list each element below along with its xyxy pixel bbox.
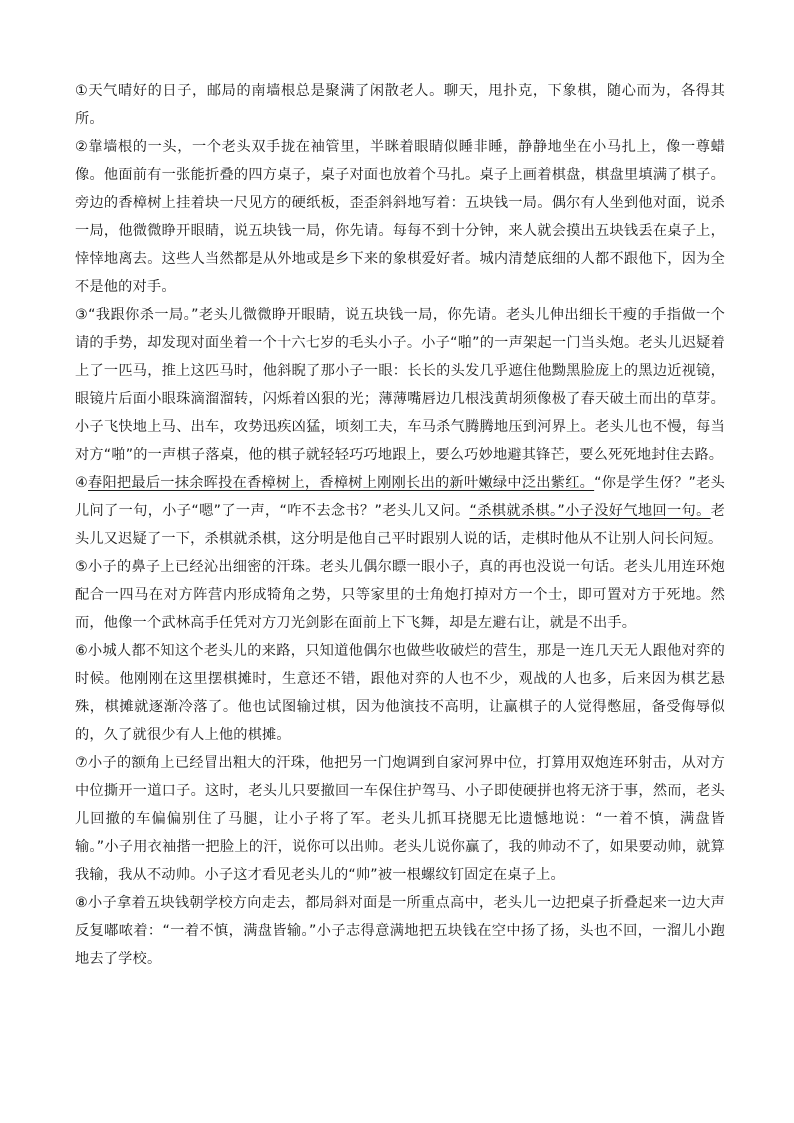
paragraph-3: ③“我跟你杀一局。”老头儿微微睁开眼睛，说五块钱一局，你先请。老头儿伸出细长干瘦的手指做一个请的手势，却发现对面坐着一个十六七岁的毛头小子。小子“啪”的一声架起一门当头炮。老头儿迟疑着上了一匹马，推上这匹马时，他斜睨了那小子一眼：长长的头发几乎遮住他黝黑脸庞上的黑边近视镜，眼镜片后面小眼珠滴溜溜转，闪烁着凶狠的光；薄薄嘴唇边几根浅黄胡须像极了春天破土而出的草芽。小子飞快地上马、出车，攻势迅疾凶猛，顷刻工夫，车马杀气腾腾地压到河界上。老头儿也不慢，每当对方“啪”的一声棋子落桌，他的棋子就轻轻巧巧地跟上，要么巧妙地避其锋芒，要么死死地封住去路。 xyxy=(75,307,725,463)
underlined-sentence-reply: “杀棋就杀棋。”小子没好气地回一句。 xyxy=(469,503,711,519)
article-body xyxy=(75,77,725,973)
paragraph-4 xyxy=(75,469,725,553)
paragraph-4-dialogue: “你是学生伢？”老头儿问了一句，小子“嗯”了一声，“咋不去念书？”老头儿又问。 xyxy=(75,475,726,519)
paragraph-1: ①天气晴好的日子，邮局的南墙根总是聚满了闲散老人。聊天，甩扑克，下象棋，随心而为，各得其所。 xyxy=(75,83,725,127)
paragraph-7: ⑦小子的额角上已经冒出粗大的汗珠，他把另一门炮调到自家河界中位，打算用双炮连环射击，从对方中位撕开一道口子。这时，老头儿只要撤回一车保住护驾马、小子即使硬拼也将无济于事，然而，老头儿回撤的车偏偏别住了马腿，让小子将了军。老头儿抓耳挠腮无比遗憾地说：“一着不慎，满盘皆输。”小子用衣袖揩一把脸上的汗，说你可以出帅。老头儿说你赢了，我的帅动不了，如果要动帅，就算我输，我从不动帅。小子这才看见老头儿的“帅”被一根螺纹钉固定在桌子上。 xyxy=(75,755,725,883)
paragraph-4-ending: 老头儿又迟疑了一下，杀棋就杀棋，这分明是他自己平时跟别人说的话，走棋时他从不让别人问长问短。 xyxy=(75,503,726,547)
paragraph-8: ⑧小子拿着五块钱朝学校方向走去，都局斜对面是一所重点高中，老头儿一边把桌子折叠起来一边大声反复嘟哝着：“一着不慎，满盘皆输。”小子志得意满地把五块钱在空中扬了扬，头也不回，一溜儿小跑地去了学校。 xyxy=(75,895,725,967)
paragraph-2: ②靠墙根的一头，一个老头双手拢在袖管里，半眯着眼睛似睡非睡，静静地坐在小马扎上，像一尊蜡像。他面前有一张能折叠的四方桌子，桌子对面也放着个马扎。桌子上画着棋盘，棋盘里填满了棋子。旁边的香樟树上挂着块一尺见方的硬纸板，歪歪斜斜地写着：五块钱一局。偶尔有人坐到他对面，说杀一局，他微微睁开眼睛，说五块钱一局，你先请。每每不到十分钟，来人就会摸出五块钱丢在桌子上，悻悻地离去。这些人当然都是从外地或是乡下来的象棋爱好者。城内清楚底细的人都不跟他下，因为全不是他的对手。 xyxy=(75,139,725,295)
paragraph-6: ⑥小城人都不知这个老头儿的来路，只知道他偶尔也做些收破烂的营生，那是一连几天无人跟他对弈的时候。他刚刚在这里摆棋摊时，生意还不错，跟他对弈的人也不少，观战的人也多，后来因为棋艺悬殊，棋摊就逐渐冷落了。他也试图输过棋，因为他演技不高明，让赢棋子的人觉得憋屈，备受侮辱似的，久了就很少有人上他的棋摊。 xyxy=(75,643,725,743)
paragraph-4-number: ④ xyxy=(75,475,88,491)
underlined-sentence-scenery: 春阳把最后一抹余晖投在香樟树上，香樟树上刚刚长出的新叶嫩绿中泛出紫红。 xyxy=(88,475,595,491)
paragraph-5: ⑤小子的鼻子上已经沁出细密的汗珠。老头儿偶尔瞟一眼小子，真的再也没说一句话。老头儿用连环炮配合一四马在对方阵营内形成犄角之势，只等家里的士角炮打掉对方一个士，即可置对方于死地。然而，他像一个武林高手任凭对方刀光剑影在面前上下飞舞，却是左避右让，就是不出手。 xyxy=(75,559,725,631)
